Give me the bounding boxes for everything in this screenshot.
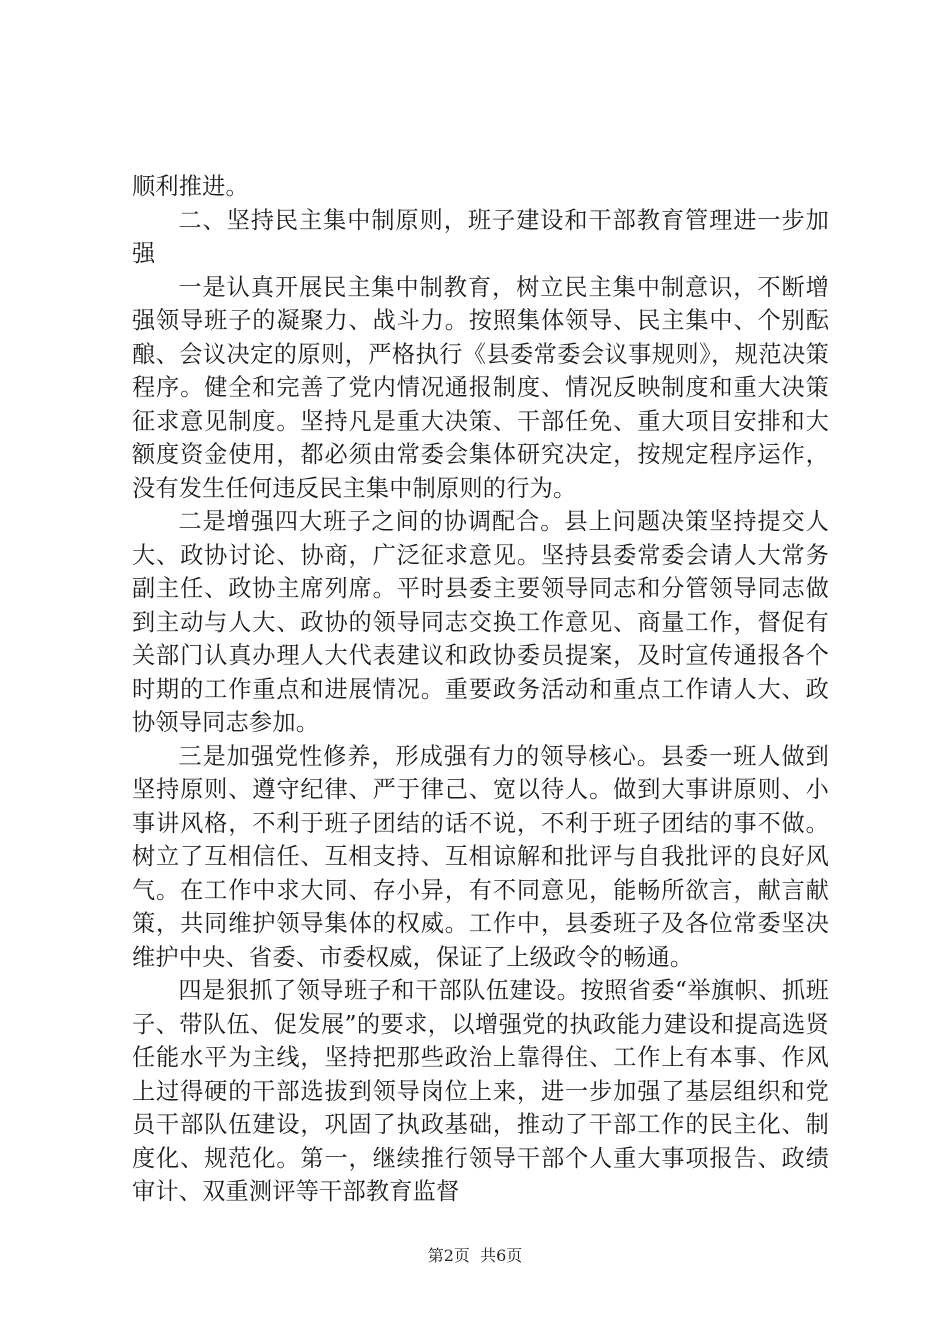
paragraph: 一是认真开展民主集中制教育，树立民主集中制意识，不断增强领导班子的凝聚力、战斗力。按照集体领导、民主集中、个别酝酿、会议决定的原则，严格执行《县委常委会议事规则》，规范决策程序。健全和完善了党内情况通报制度、情况反映制度和重大决策征求意见制度。坚持凡是重大决策、干部任免、重大项目安排和大额度资金使用，都必须由常委会集体研究决定，按规定程序运作，没有发生任何违反民主集中制原则的行为。 — [132, 273, 829, 502]
paragraph: 顺利推进。 — [132, 173, 249, 200]
section-heading: 二、坚持民主集中制原则，班子建设和干部教育管理进一步加强 — [132, 206, 829, 267]
paragraph: 二是增强四大班子之间的协调配合。县上问题决策坚持提交人大、政协讨论、协商，广泛征求意见。坚持县委常委会请人大常务副主任、政协主席列席。平时县委主要领导同志和分管领导同志做到主动与人大、政协的领导同志交换工作意见、商量工作，督促有关部门认真办理人大代表建议和政协委员提案，及时宣传通报各个时期的工作重点和进展情况。重要政务活动和重点工作请人大、政协领导同志参加。 — [132, 508, 829, 736]
paragraph: 三是加强党性修养，形成强有力的领导核心。县委一班人做到坚持原则、遵守纪律、严于律己、宽以待人。做到大事讲原则、小事讲风格，不利于班子团结的话不说，不利于班子团结的事不做。树立了互相信任、互相支持、互相谅解和批评与自我批评的良好风气。在工作中求大同、存小异，有不同意见，能畅所欲言，献言献策，共同维护领导集体的权威。工作中，县委班子及各位常委坚决维护中央、省委、市委权威，保证了上级政令的畅通。 — [132, 742, 829, 971]
document-body — [132, 170, 829, 1209]
page-number: 第2页 共6页 — [427, 1246, 523, 1265]
paragraph: 四是狠抓了领导班子和干部队伍建设。按照省委“举旗帜、抓班子、带队伍、促发展”的要求，以增强党的执政能力建设和提高选贤任能水平为主线，坚持把那些政治上靠得住、工作上有本事、作风上过得硬的干部选拔到领导岗位上来，进一步加强了基层组织和党员干部队伍建设，巩固了执政基础，推动了干部工作的民主化、制度化、规范化。第一，继续推行领导干部个人重大事项报告、政绩审计、双重测评等干部教育监督 — [132, 977, 829, 1205]
page-footer — [0, 1243, 950, 1266]
